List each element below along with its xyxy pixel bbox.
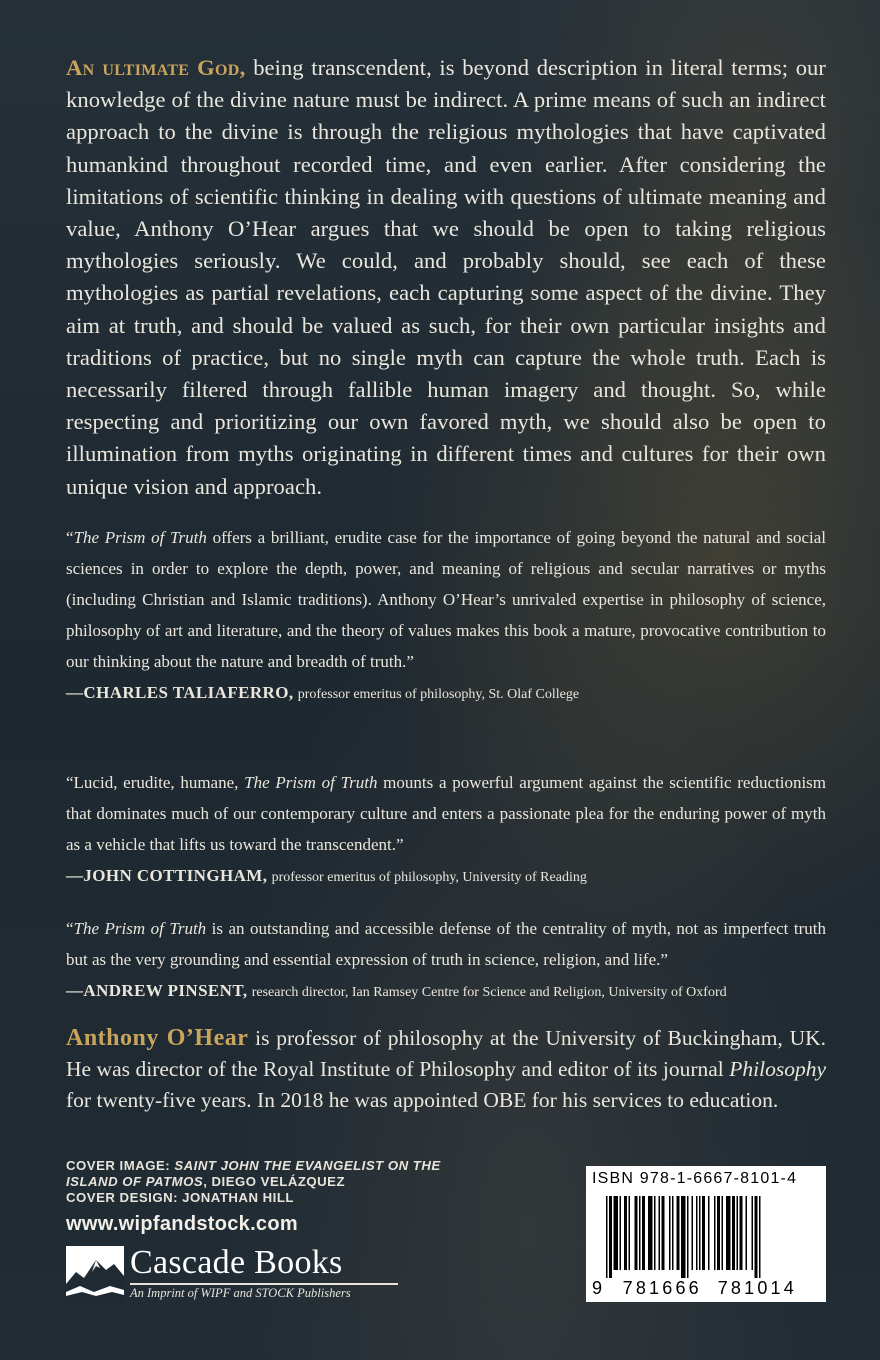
isbn-group-1: 781666 [622, 1278, 702, 1298]
barcode-bars [596, 1196, 816, 1278]
barcode-bar [629, 1196, 631, 1270]
endorsement-quote [66, 913, 826, 1008]
cover-design-credit: COVER DESIGN: JONATHAN HILL [66, 1190, 294, 1205]
barcode-bar [642, 1196, 645, 1270]
barcode-bar [648, 1196, 653, 1270]
quote-body: is an outstanding and accessible defense of the centrality of myth, not as imperfect truth but as the very grounding and essential expression of truth in science, religion, and life.” [66, 919, 826, 969]
cover-credits [66, 1158, 496, 1206]
quote-open: “ [66, 919, 74, 938]
barcode-bar [759, 1196, 761, 1278]
endorsement-quote [66, 522, 826, 710]
logo-divider [130, 1283, 398, 1285]
blurb-lead: An ultimate God, [66, 55, 246, 80]
isbn-lead-digit: 9 [592, 1278, 603, 1298]
barcode-bar [755, 1196, 758, 1278]
barcode-bar [692, 1196, 694, 1270]
back-cover-blurb [66, 52, 826, 503]
barcode-bar [714, 1196, 716, 1270]
endorsement-quote [66, 767, 826, 893]
quote-body: mounts a powerful argument against the scientific reductionism that dominates much of our contemporary culture and enters a passionate plea for the enduring power of myth as a vehicle that lifts us toward the transcendent.” [66, 773, 827, 854]
barcode-bar [669, 1196, 671, 1270]
barcode-bar [654, 1196, 656, 1270]
publisher-imprint: An Imprint of WIPF and STOCK Publishers [130, 1286, 351, 1300]
barcode-bar [624, 1196, 627, 1270]
mountain-icon [66, 1246, 124, 1302]
book-title: The Prism of Truth [244, 773, 378, 792]
quote-open: “Lucid, erudite, humane, [66, 773, 245, 792]
endorser-role: professor emeritus of philosophy, University of Reading [271, 870, 587, 885]
isbn-label: ISBN 978-1-6667-8101-4 [592, 1170, 798, 1187]
barcode-bar [681, 1196, 686, 1278]
barcode-bar [696, 1196, 698, 1270]
author-bio [66, 1023, 826, 1116]
barcode-bar [702, 1196, 705, 1270]
barcode-bar [620, 1196, 622, 1270]
barcode-bar [639, 1196, 641, 1270]
publisher-name: Cascade Books [130, 1244, 343, 1281]
credit-label: COVER IMAGE: [66, 1158, 175, 1173]
barcode-bar [662, 1196, 665, 1270]
barcode-bar [677, 1196, 680, 1270]
barcode-bar [699, 1196, 701, 1270]
cover-image-credit [66, 1158, 496, 1190]
barcode-bar [737, 1196, 739, 1270]
barcode-bar [609, 1196, 612, 1278]
quote-attribution [66, 975, 826, 1008]
endorser-role: research director, Ian Ramsey Centre for Science and Religion, University of Oxford [251, 985, 727, 1000]
isbn-group-2: 781014 [717, 1278, 797, 1298]
isbn-barcode [586, 1166, 826, 1302]
endorser-name: —ANDREW PINSENT, [66, 981, 248, 1000]
quote-attribution [66, 677, 826, 710]
barcode-bar [659, 1196, 661, 1270]
barcode-bar [740, 1196, 743, 1270]
painting-title: SAINT JOHN THE EVANGELIST ON THE ISLAND OF PATMOS [66, 1158, 441, 1189]
endorser-name: —CHARLES TALIAFERRO, [66, 683, 294, 702]
endorser-role: professor emeritus of philosophy, St. Olaf College [297, 687, 580, 702]
barcode-bar [614, 1196, 619, 1270]
blurb-text: being transcendent, is beyond description in literal terms; our knowledge of the divine nature must be indirect. A prime means of such an indirect approach to the divine is through the religious mythologies that have captivated humankind throughout recorded time, and even earlier. After considering the limitations of scientific thinking in dealing with questions of ultimate meaning and value, Anthony O’Hear argues that we should be open to taking religious mythologies seriously. We could, and probably should, see each of these mythologies as partial revelations, each capturing some aspect of the divine. They aim at truth, and should be valued as such, for their own particular insights and traditions of practice, but no single myth can capture the whole truth. Each is necessarily filtered through fallible human imagery and thought. So, while respecting and prioritizing our own favored myth, we should also be open to illumination from myths originating in different times and cultures for their own unique vision and approach. [66, 55, 826, 499]
barcode-bar [606, 1196, 608, 1278]
isbn-digits [592, 1278, 797, 1299]
barcode-bar [726, 1196, 731, 1270]
bio-text-end: for twenty-five years. In 2018 he was appointed OBE for his services to education. [66, 1088, 779, 1112]
barcode-bar [752, 1196, 754, 1270]
barcode-bar [687, 1196, 689, 1278]
book-title: The Prism of Truth [73, 919, 207, 938]
quote-attribution [66, 860, 826, 893]
journal-name: Philosophy [729, 1057, 826, 1081]
barcode-bar [708, 1196, 710, 1270]
barcode-bar [672, 1196, 674, 1270]
author-name: Anthony O’Hear [66, 1025, 249, 1051]
publisher-logo [66, 1244, 406, 1304]
book-title: The Prism of Truth [73, 528, 207, 547]
endorser-name: —JOHN COTTINGHAM, [66, 866, 268, 885]
bio-text: is professor of philosophy at the University of Buckingham, UK. He was director of the Royal Institute of Philosophy and editor of its journal [66, 1026, 826, 1081]
painting-artist: , DIEGO VELÁZQUEZ [203, 1174, 346, 1189]
publisher-website: www.wipfandstock.com [66, 1213, 298, 1235]
quote-open: “ [66, 528, 74, 547]
barcode-bar [722, 1196, 724, 1270]
barcode-bar [635, 1196, 638, 1270]
barcode-bar [746, 1196, 748, 1270]
barcode-bar [717, 1196, 720, 1270]
barcode-bar [732, 1196, 735, 1270]
quote-body: offers a brilliant, erudite case for the importance of going beyond the natural and social sciences in order to explore the depth, power, and meaning of religious and secular narratives or myths (including Christian and Islamic traditions). Anthony O’Hear’s unrivaled expertise in philosophy of science, philosophy of art and literature, and the theory of values makes this book a mature, provocative contribution to our thinking about the nature and breadth of truth.” [66, 528, 826, 671]
